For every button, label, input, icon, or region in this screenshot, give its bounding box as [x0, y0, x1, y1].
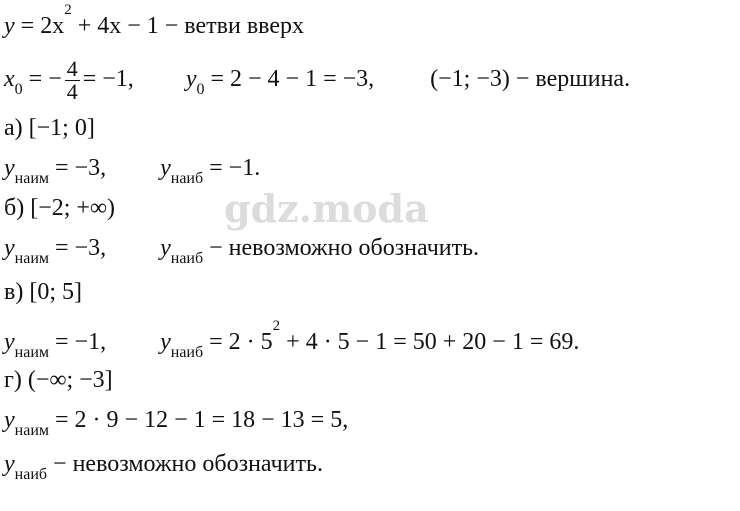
min-subscript: наим — [14, 170, 50, 187]
max-subscript: наиб — [170, 344, 204, 361]
vertex-text: (−1; −3) − вершина. — [430, 66, 631, 93]
min-value: = −3, — [49, 235, 107, 261]
y0-expr: = 2 − 4 − 1 = −3, — [204, 66, 375, 93]
min-value: = 2 · 9 − 12 − 1 = 18 − 13 = 5, — [49, 407, 349, 433]
max-value: − невозможно обозначить. — [47, 451, 323, 477]
fraction-numerator: 4 — [66, 56, 78, 81]
part-v-label: в) [0; 5] — [4, 279, 82, 305]
part-b-values: $y_{наим} = -3$, $y_{наиб}$ − невозможно обозначить. — [4, 235, 480, 267]
vertex-line — [4, 58, 630, 103]
max-value: − невозможно обозначить. — [203, 235, 480, 261]
x0-result: = −1, — [82, 66, 134, 93]
min-subscript: наим — [14, 250, 50, 267]
part-b-label: б) [−2; +∞) — [4, 195, 116, 221]
x-subscript: 0 — [14, 81, 23, 99]
y-subscript: 0 — [196, 81, 205, 99]
min-value: = −1, — [49, 329, 107, 355]
function-expr: = 2x — [14, 13, 65, 39]
part-g-label: г) (−∞; −3] — [4, 367, 113, 393]
x0-eq: = − — [22, 66, 62, 93]
min-subscript: наим — [14, 422, 50, 439]
exponent: 2 — [272, 318, 281, 334]
min-value: = −3, — [49, 155, 107, 181]
x-var: x — [4, 66, 15, 93]
watermark-logo: gdz.moda — [224, 186, 429, 231]
max-expr: = 2 · 5 — [203, 329, 273, 355]
max-result: + 4 · 5 − 1 = 50 + 20 − 1 = 69. — [280, 329, 580, 355]
max-subscript: наиб — [170, 170, 204, 187]
y-var: y — [4, 13, 15, 39]
fraction-denominator: 4 — [66, 79, 78, 104]
max-subscript: наиб — [170, 250, 204, 267]
function-tail: + 4x − 1 − ветви вверх — [71, 13, 304, 39]
function-line — [4, 2, 304, 40]
fraction — [65, 58, 80, 103]
y-var: y — [185, 66, 197, 93]
part-a-values: $y_{наим} = -3$, $y_{наиб} = -1$. — [4, 155, 261, 187]
exponent: 2 — [64, 2, 72, 18]
max-value: = −1. — [203, 155, 261, 181]
part-g-min: $y_{наим} = 2 \cdot 9 - 12 - 1 = 18 - 13 = 5$, — [4, 407, 349, 439]
part-v-values: $y_{наим} = -1$, $y_{наиб} = 2 \cdot 5^2 + 4 \cdot 5 - 1 = 50 + 20 - 1 = 69$. — [4, 318, 580, 361]
min-subscript: наим — [14, 344, 50, 361]
part-g-max: $y_{наиб}$ − невозможно обозначить. — [4, 451, 323, 483]
part-a-label: а) [−1; 0] — [4, 115, 95, 141]
max-subscript: наиб — [14, 466, 48, 483]
